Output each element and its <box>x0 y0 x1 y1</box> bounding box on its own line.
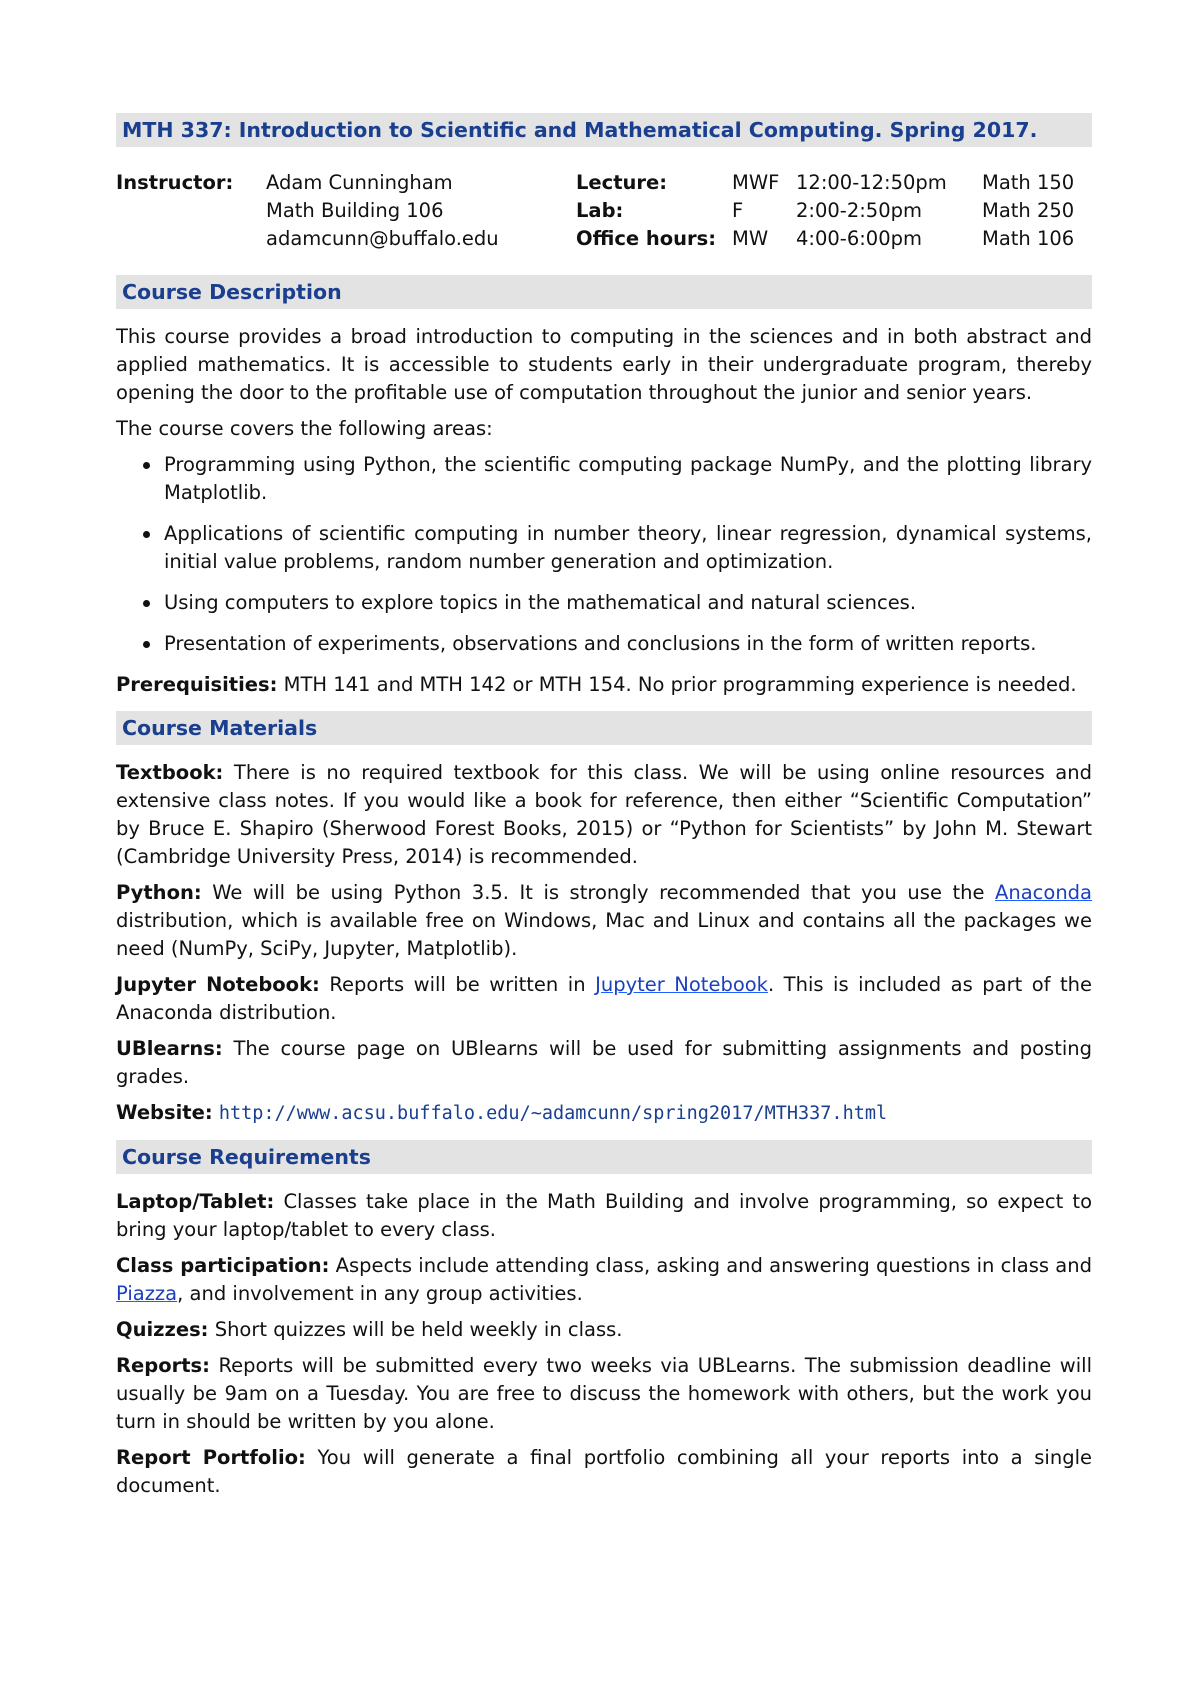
textbook-label: Textbook: <box>116 761 224 784</box>
reports-paragraph <box>116 1352 1092 1436</box>
python-text: We will be using Python 3.5. It is strongly recommended that you use the <box>212 881 985 904</box>
website-paragraph <box>116 1099 1092 1128</box>
course-title: MTH 337: Introduction to Scientific and Mathematical Computing. Spring 2017. <box>116 113 1092 147</box>
office-hours-hours: 4:00-6:00pm <box>796 227 922 250</box>
participation-label: Class participation: <box>116 1254 330 1277</box>
laptop-paragraph <box>116 1188 1092 1244</box>
office-hours-days: MW <box>732 227 769 250</box>
prerequisites-label: Prerequisities: <box>116 673 278 696</box>
section-heading-requirements: Course Requirements <box>116 1140 1092 1174</box>
quizzes-paragraph <box>116 1316 1092 1344</box>
textbook-text: There is no required textbook for this class. We will be using online resources and extensive class notes. If you would like a book for reference, then either “Scientific Computation” by Bruce E. Shapiro (Sherwood Forest Books, 2015) or “Python for Scientists” by John M. Stewart (Cambridge University Press, 2014) is recommended. <box>116 761 1092 868</box>
laptop-label: Laptop/Tablet: <box>116 1190 275 1213</box>
lecture-time <box>732 169 982 197</box>
prerequisites <box>116 671 1092 699</box>
website-label: Website: <box>116 1101 213 1124</box>
python-label: Python: <box>116 881 202 904</box>
ublearns-text: The course page on UBlearns will be used for submitting assignments and posting grades. <box>116 1037 1092 1088</box>
quizzes-label: Quizzes: <box>116 1318 209 1341</box>
office-hours-time <box>732 225 982 253</box>
syllabus-page <box>116 113 1092 1508</box>
anaconda-link[interactable]: Anaconda <box>995 881 1093 904</box>
jupyter-text-cont: . This is included as part of the Anaconda distribution. <box>116 973 1093 1024</box>
lecture-room: Math 150 <box>982 171 1075 194</box>
section-heading-description: Course Description <box>116 275 1092 309</box>
course-info-block <box>116 169 1092 253</box>
instructor-office: Math Building 106 <box>266 199 444 222</box>
website-link[interactable]: http://www.acsu.buffalo.edu/~adamcunn/spring2017/MTH337.html <box>218 1103 888 1124</box>
jupyter-notebook-link[interactable]: Jupyter Notebook <box>595 973 768 996</box>
prerequisites-text: MTH 141 and MTH 142 or MTH 154. No prior programming experience is needed. <box>283 673 1077 696</box>
portfolio-paragraph <box>116 1444 1092 1500</box>
reports-label: Reports: <box>116 1354 210 1377</box>
list-item: Applications of scientific computing in number theory, linear regression, dynamical systems, initial value problems, random number generation and optimization. <box>164 520 1092 576</box>
instructor-name: Adam Cunningham <box>266 171 453 194</box>
office-hours-room: Math 106 <box>982 227 1075 250</box>
lab-hours: 2:00-2:50pm <box>796 199 922 222</box>
requirements-section <box>116 1188 1092 1500</box>
list-item: Presentation of experiments, observations and conclusions in the form of written reports. <box>164 630 1092 658</box>
textbook-paragraph <box>116 759 1092 871</box>
jupyter-text: Reports will be written in <box>329 973 586 996</box>
piazza-link[interactable]: Piazza <box>116 1282 178 1305</box>
quizzes-text: Short quizzes will be held weekly in class. <box>214 1318 623 1341</box>
ublearns-paragraph <box>116 1035 1092 1091</box>
materials-section <box>116 759 1092 1128</box>
lab-days: F <box>732 199 744 222</box>
lecture-days: MWF <box>732 171 780 194</box>
python-text-cont: distribution, which is available free on Windows, Mac and Linux and contains all the packages we need (NumPy, SciPy, Jupyter, Matplotlib). <box>116 909 1092 960</box>
python-paragraph <box>116 879 1092 963</box>
laptop-text: Classes take place in the Math Building and involve programming, so expect to bring your laptop/tablet to every class. <box>116 1190 1093 1241</box>
office-hours-label: Office hours: <box>576 227 717 250</box>
lab-time <box>732 197 982 225</box>
list-item: Programming using Python, the scientific computing package NumPy, and the plotting library Matplotlib. <box>164 451 1092 507</box>
instructor-label: Instructor: <box>116 171 234 194</box>
section-heading-materials: Course Materials <box>116 711 1092 745</box>
participation-text: Aspects include attending class, asking and answering questions in class and <box>335 1254 1092 1277</box>
lab-label: Lab: <box>576 199 624 222</box>
instructor-email: adamcunn@buffalo.edu <box>266 227 499 250</box>
description-section <box>116 323 1092 699</box>
portfolio-label: Report Portfolio: <box>116 1446 306 1469</box>
lecture-label: Lecture: <box>576 171 668 194</box>
description-paragraph: This course provides a broad introduction to computing in the sciences and in both abstract and applied mathematics. It is accessible to students early in their undergraduate program, thereby opening the door to the profitable use of computation throughout the junior and senior years. <box>116 325 1092 404</box>
lab-room: Math 250 <box>982 199 1075 222</box>
portfolio-text: You will generate a final portfolio combining all your reports into a single document. <box>116 1446 1092 1497</box>
participation-text-cont: , and involvement in any group activities. <box>177 1282 583 1305</box>
ublearns-label: UBlearns: <box>116 1037 223 1060</box>
jupyter-paragraph <box>116 971 1092 1027</box>
areas-intro: The course covers the following areas: <box>116 417 493 440</box>
participation-paragraph <box>116 1252 1092 1308</box>
jupyter-label: Jupyter Notebook: <box>116 973 320 996</box>
list-item: Using computers to explore topics in the mathematical and natural sciences. <box>164 589 1092 617</box>
areas-list <box>116 451 1092 658</box>
reports-text: Reports will be submitted every two weeks via UBLearns. The submission deadline will usually be 9am on a Tuesday. You are free to discuss the homework with others, but the work you turn in should be written by you alone. <box>116 1354 1092 1433</box>
lecture-hours: 12:00-12:50pm <box>796 171 947 194</box>
